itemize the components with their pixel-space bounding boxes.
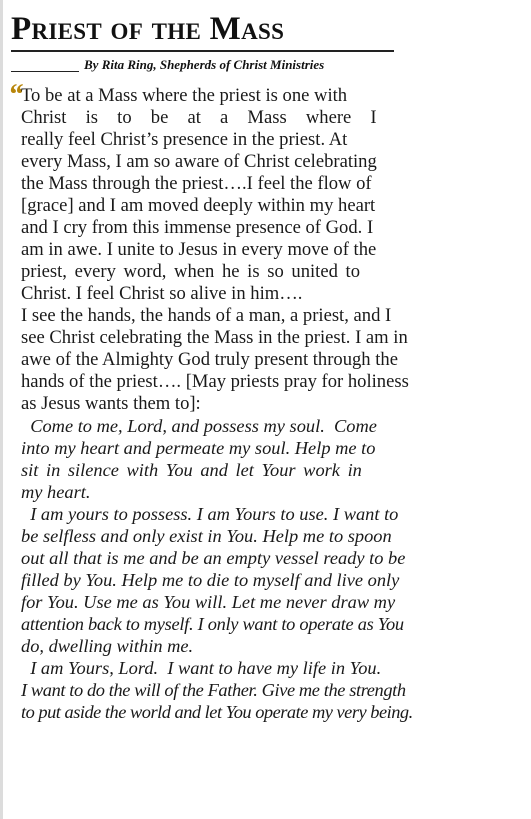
body-line: hands of the priest…. [May priests pray for holiness [21, 371, 409, 392]
body-line: see Christ celebrating the Mass in the priest. I am in [21, 327, 408, 348]
prayer-line: to put aside the world and let You operate my very being. [21, 702, 413, 722]
article-body [21, 85, 531, 723]
body-line: Christ. I feel Christ so alive in him…. [21, 283, 303, 304]
prayer-line: I am yours to possess. I am Yours to use. I want to [21, 504, 399, 524]
title-rule [11, 50, 394, 52]
body-line: [grace] and I am moved deeply within my heart [21, 195, 376, 216]
prayer-line: be selfless and only exist in You. Help me to spoon [21, 526, 392, 546]
body-line: really feel Christ’s presence in the priest. At [21, 129, 348, 150]
body-line: the Mass through the priest….I feel the flow of [21, 173, 372, 194]
prayer-line: filled by You. Help me to die to myself and live only [21, 570, 400, 590]
prayer-line: I am Yours, Lord. I want to have my life in You. [21, 658, 382, 678]
body-line: To be at a Mass where the priest is one with [21, 85, 348, 106]
article-title: Priest of the Mass [11, 11, 285, 47]
article-byline: By Rita Ring, Shepherds of Christ Ministries [84, 57, 325, 72]
opening-quote-mark: “ [8, 78, 23, 111]
byline-rule [11, 71, 79, 72]
prayer-line: sit in silence with You and let Your work in [21, 460, 362, 480]
page-edge [0, 0, 3, 819]
prayer-block [21, 415, 531, 723]
prayer-line: into my heart and permeate my soul. Help me to [21, 438, 376, 458]
prayer-line: my heart. [21, 482, 91, 502]
prayer-line: I want to do the will of the Father. Give me the strength [21, 680, 406, 700]
body-line: as Jesus wants them to]: [21, 393, 201, 414]
body-line: I see the hands, the hands of a man, a priest, and I [21, 305, 392, 326]
body-line: and I cry from this immense presence of God. I [21, 217, 374, 238]
prayer-line: attention back to myself. I only want to operate as You [21, 614, 404, 634]
prayer-line: out all that is me and be an empty vessel ready to be [21, 548, 406, 568]
body-line: priest, every word, when he is so united to [21, 261, 360, 282]
body-line: every Mass, I am so aware of Christ celebrating [21, 151, 377, 172]
body-line: awe of the Almighty God truly present through the [21, 349, 398, 370]
body-paragraph [21, 85, 531, 415]
body-line: Christ is to be at a Mass where I [21, 107, 377, 128]
body-line: am in awe. I unite to Jesus in every move of the [21, 239, 377, 260]
prayer-line: Come to me, Lord, and possess my soul. Come [21, 416, 377, 436]
prayer-line: for You. Use me as You will. Let me never draw my [21, 592, 396, 612]
prayer-line: do, dwelling within me. [21, 636, 194, 656]
